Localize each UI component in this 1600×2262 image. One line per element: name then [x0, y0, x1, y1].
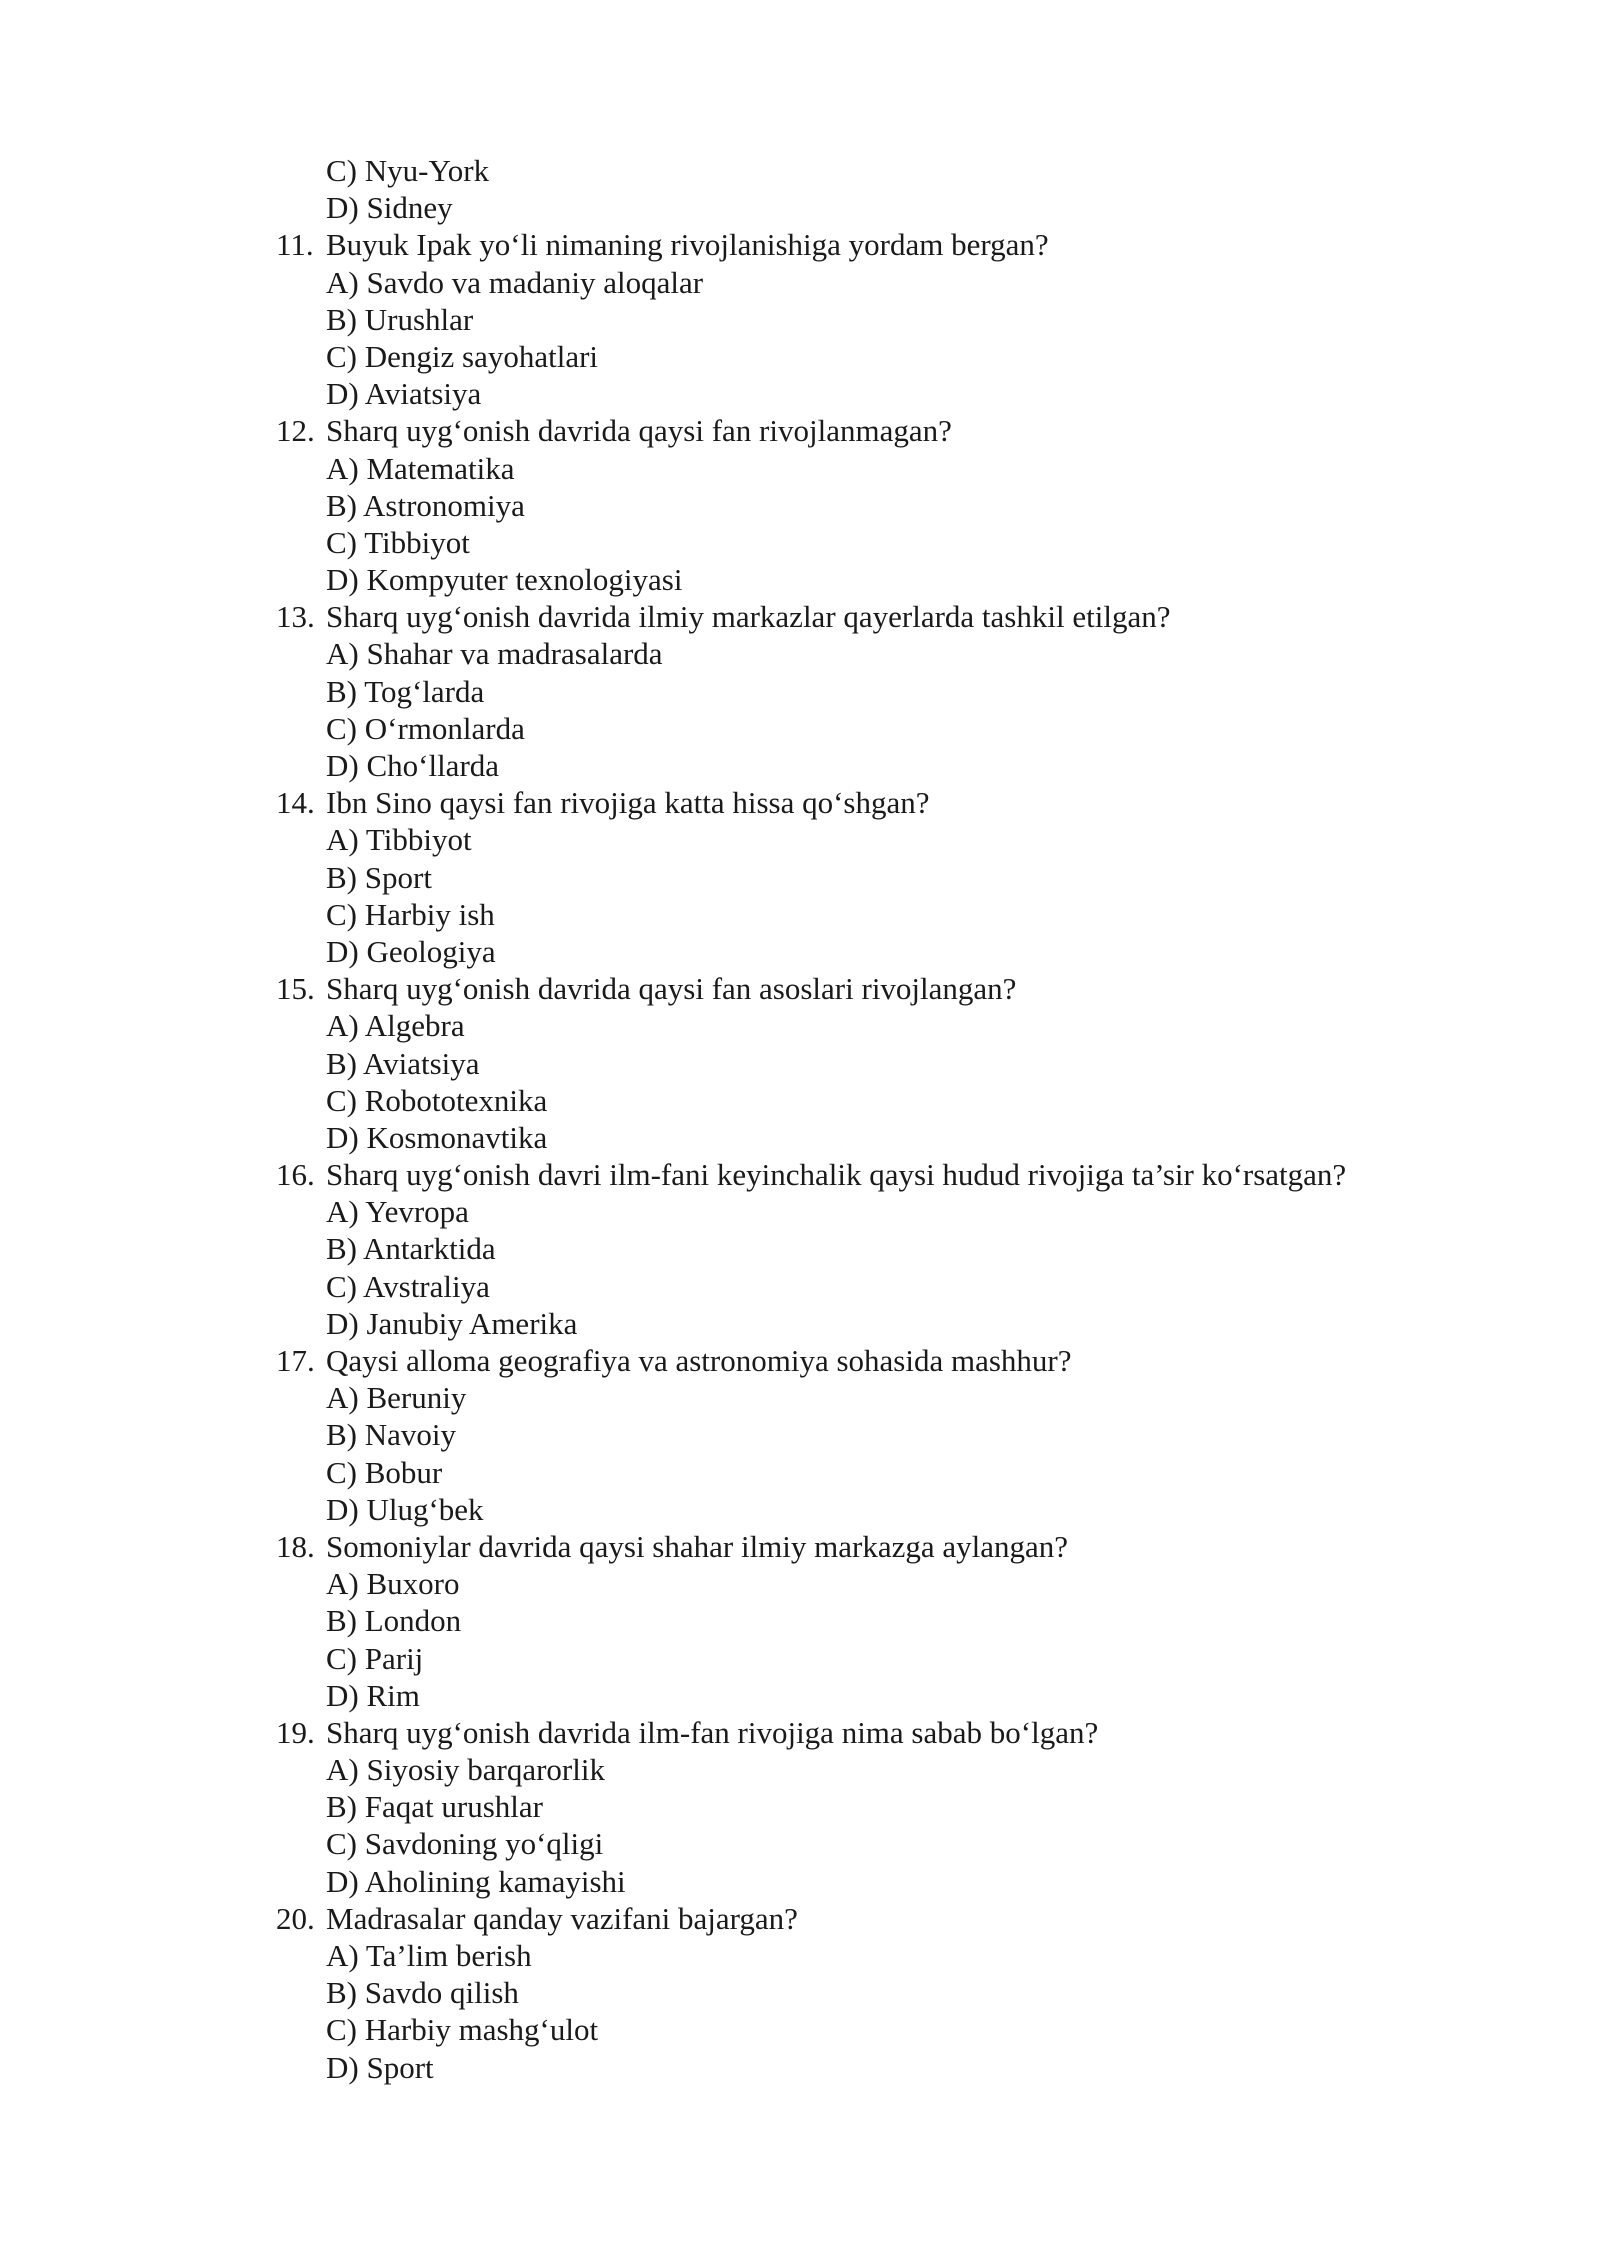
question-13: [276, 598, 1476, 635]
option-line: D) Geologiya: [326, 933, 496, 969]
option-line: D) Sport: [326, 2049, 434, 2085]
option-line: A) Savdo va madaniy aloqalar: [326, 264, 704, 300]
question-text: Sharq uyg‘onish davrida ilm-fan rivojiga nima sabab bo‘lgan?: [326, 1714, 1099, 1750]
option-line: A) Yevropa: [326, 1194, 469, 1230]
question-number: 18.: [276, 1528, 315, 1564]
question-text: Qaysi alloma geografiya va astronomiya sohasida mashhur?: [326, 1343, 1072, 1378]
option-line: D) Kosmonavtika: [326, 1119, 548, 1155]
option-line: C) Harbiy mashg‘ulot: [326, 2012, 599, 2048]
option-line: C) Avstraliya: [326, 1268, 490, 1304]
question-18: [276, 1528, 1476, 1565]
question-number: 11.: [276, 227, 314, 263]
option-line: D) Aholining kamayishi: [326, 1863, 626, 1899]
option-line: D) Janubiy Amerika: [326, 1305, 578, 1341]
option-line: D) Aviatsiya: [326, 376, 482, 412]
option-line: D) Sidney: [326, 190, 453, 226]
option-line: A) Matematika: [326, 450, 515, 486]
quiz-content: [276, 152, 1476, 2086]
option-line: C) Robototexnika: [326, 1082, 548, 1118]
question-text: Somoniylar davrida qaysi shahar ilmiy markazga aylangan?: [326, 1528, 1069, 1564]
question-17: [276, 1342, 1476, 1379]
option-line: D) Cho‘llarda: [326, 748, 500, 783]
question-text: Buyuk Ipak yo‘li nimaning rivojlanishiga yordam bergan?: [326, 227, 1049, 263]
question-number: 14.: [276, 785, 315, 821]
option-line: B) Navoiy: [326, 1417, 457, 1453]
option-line: C) Bobur: [326, 1454, 443, 1490]
question-number: 12.: [276, 413, 315, 449]
question-text: Sharq uyg‘onish davrida ilmiy markazlar qayerlarda tashkil etilgan?: [326, 599, 1171, 635]
question-11: [276, 226, 1476, 263]
option-line: B) London: [326, 1603, 462, 1639]
option-line: D) Ulug‘bek: [326, 1491, 484, 1527]
question-number: 15.: [276, 971, 315, 1007]
option-line: A) Buxoro: [326, 1566, 460, 1602]
option-line: A) Ta’lim berish: [326, 1938, 532, 1973]
question-text: Ibn Sino qaysi fan rivojiga katta hissa qo‘shgan?: [326, 785, 930, 821]
option-line: B) Antarktida: [326, 1231, 496, 1267]
question-19: [276, 1714, 1476, 1751]
option-line: C) Harbiy ish: [326, 896, 495, 932]
question-text: Sharq uyg‘onish davri ilm-fani keyinchalik qaysi hudud rivojiga ta’sir ko‘rsatgan?: [326, 1157, 1347, 1193]
question-number: 17.: [276, 1343, 315, 1378]
option-line: D) Rim: [326, 1677, 420, 1713]
option-line: C) Nyu-York: [326, 153, 490, 188]
option-line: B) Urushlar: [326, 301, 474, 337]
question-16: [276, 1156, 1476, 1193]
option-line: D) Kompyuter texnologiyasi: [326, 562, 683, 598]
question-12: [276, 412, 1476, 449]
option-line: A) Tibbiyot: [326, 822, 472, 858]
question-20: [276, 1900, 1476, 1937]
question-text: Madrasalar qanday vazifani bajargan?: [326, 1900, 798, 1936]
option-line: A) Beruniy: [326, 1380, 467, 1416]
question-14: [276, 784, 1476, 821]
option-line: A) Shahar va madrasalarda: [326, 636, 663, 672]
question-text: Sharq uyg‘onish davrida qaysi fan rivojlanmagan?: [326, 413, 952, 449]
option-line: B) Tog‘larda: [326, 673, 485, 709]
option-line: A) Algebra: [326, 1008, 465, 1044]
question-number: 16.: [276, 1157, 315, 1193]
question-number: 13.: [276, 599, 315, 635]
option-line: B) Aviatsiya: [326, 1045, 480, 1081]
question-number: 19.: [276, 1714, 315, 1750]
option-line: C) O‘rmonlarda: [326, 710, 525, 746]
option-line: C) Tibbiyot: [326, 524, 470, 560]
question-text: Sharq uyg‘onish davrida qaysi fan asoslari rivojlangan?: [326, 971, 1017, 1007]
option-line: A) Siyosiy barqarorlik: [326, 1752, 605, 1788]
question-number: 20.: [276, 1900, 315, 1936]
question-15: [276, 970, 1476, 1007]
option-line: B) Sport: [326, 859, 432, 895]
option-line: B) Savdo qilish: [326, 1975, 519, 2011]
option-line: C) Parij: [326, 1640, 424, 1676]
option-line: B) Astronomiya: [326, 487, 525, 523]
option-line: C) Dengiz sayohatlari: [326, 338, 599, 374]
option-line: C) Savdoning yo‘qligi: [326, 1826, 604, 1862]
option-line: B) Faqat urushlar: [326, 1789, 543, 1825]
